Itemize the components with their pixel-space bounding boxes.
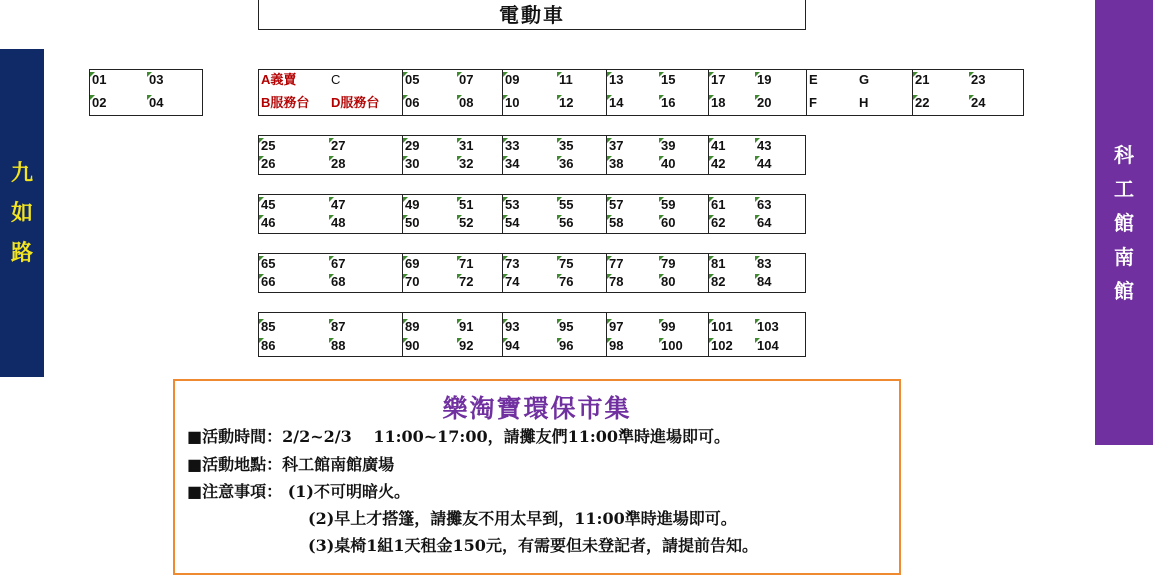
booth-cell: 94: [503, 338, 557, 354]
booth-cell: 37: [607, 138, 659, 154]
booth-cell: 53: [503, 197, 557, 213]
booth-cell: 17: [709, 72, 755, 88]
booth-cell: 20: [755, 95, 807, 111]
info-time: ■活動時間：2/2~2/3 11:00~17:00，請攤友們11:00準時進場即可。: [187, 427, 731, 446]
booth-cell: 74: [503, 274, 557, 290]
booth-cell: 40: [659, 156, 709, 172]
building-char: 南: [1114, 244, 1134, 269]
booth-block-6: [258, 312, 806, 357]
booth-cell: 85: [259, 319, 329, 335]
booth-cell: 19: [755, 72, 807, 88]
electric-vehicle-area: 電動車: [258, 0, 806, 30]
jiuru-road-label: [0, 49, 44, 377]
booth-cell: 95: [557, 319, 607, 335]
booth-cell: 69: [403, 256, 457, 272]
booth-cell: 25: [259, 138, 329, 154]
booth-cell: F: [809, 95, 817, 110]
booth-cell: 27: [329, 138, 403, 154]
booth-cell: 15: [659, 72, 709, 88]
booth-block-2: [258, 69, 1024, 116]
road-char: 如: [10, 200, 33, 226]
booth-block-5: [258, 253, 806, 293]
booth-cell: 82: [709, 274, 755, 290]
booth-cell: 23: [969, 72, 1025, 88]
booth-cell: G: [859, 72, 870, 87]
booth-cell: 16: [659, 95, 709, 111]
booth-cell: 101: [709, 319, 755, 335]
booth-cell: 55: [557, 197, 607, 213]
booth-cell: 84: [755, 274, 807, 290]
booth-cell: 35: [557, 138, 607, 154]
booth-cell: 33: [503, 138, 557, 154]
booth-cell: 67: [329, 256, 403, 272]
market-title: 樂淘寶環保市集: [442, 394, 632, 423]
booth-cell: 60: [659, 215, 709, 231]
booth-cell: 09: [503, 72, 557, 88]
booth-cell: 18: [709, 95, 755, 111]
booth-cell: 75: [557, 256, 607, 272]
booth-cell: 81: [709, 256, 755, 272]
booth-cell: 34: [503, 156, 557, 172]
booth-cell: 78: [607, 274, 659, 290]
info-note-3: (3)桌椅1組1天租金150元，有需要但未登記者，請提前告知。: [308, 536, 758, 555]
booth-cell: 42: [709, 156, 755, 172]
booth-cell: 104: [755, 338, 807, 354]
booth-cell: 86: [259, 338, 329, 354]
booth-cell: 61: [709, 197, 755, 213]
booth-cell: 13: [607, 72, 659, 88]
booth-cell: 88: [329, 338, 403, 354]
info-location: ■活動地點：科工館南館廣場: [187, 455, 395, 474]
building-char: 科: [1114, 142, 1134, 167]
booth-cell: 93: [503, 319, 557, 335]
booth-cell: 46: [259, 215, 329, 231]
booth-cell: 89: [403, 319, 457, 335]
market-info-box: [173, 379, 901, 575]
booth-cell: 04: [147, 95, 203, 111]
booth-cell: 21: [913, 72, 969, 88]
booth-cell: 96: [557, 338, 607, 354]
booth-cell: 41: [709, 138, 755, 154]
south-building-label: [1095, 0, 1153, 445]
booth-cell: 07: [457, 72, 503, 88]
booth-cell: 77: [607, 256, 659, 272]
service-booth: B服務台: [261, 95, 310, 110]
booth-cell: H: [859, 95, 869, 110]
booth-cell: 57: [607, 197, 659, 213]
booth-cell: 98: [607, 338, 659, 354]
booth-cell: 11: [557, 72, 607, 88]
booth-cell: 66: [259, 274, 329, 290]
booth-block-4: [258, 194, 806, 234]
booth-cell: 14: [607, 95, 659, 111]
booth-cell: 63: [755, 197, 807, 213]
booth-cell: 24: [969, 95, 1025, 111]
road-char: 路: [10, 240, 33, 266]
booth-cell: 51: [457, 197, 503, 213]
booth-cell: 48: [329, 215, 403, 231]
booth-cell: 83: [755, 256, 807, 272]
booth-cell: 29: [403, 138, 457, 154]
booth-cell: 65: [259, 256, 329, 272]
booth-cell: E: [809, 72, 818, 87]
booth-cell: 50: [403, 215, 457, 231]
booth-cell: 31: [457, 138, 503, 154]
building-char: 館: [1114, 210, 1134, 235]
booth-cell: 80: [659, 274, 709, 290]
booth-cell: 26: [259, 156, 329, 172]
booth-cell: 10: [503, 95, 557, 111]
booth-cell: 62: [709, 215, 755, 231]
booth-cell: 102: [709, 338, 755, 354]
booth-cell: 39: [659, 138, 709, 154]
info-note-2: (2)早上才搭篷，請攤友不用太早到，11:00準時進場即可。: [308, 509, 737, 528]
booth-cell: C: [331, 72, 341, 87]
booth-cell: 05: [403, 72, 457, 88]
booth-cell: 64: [755, 215, 807, 231]
booth-cell: 100: [659, 338, 709, 354]
booth-cell: 43: [755, 138, 807, 154]
booth-cell: 97: [607, 319, 659, 335]
booth-cell: 49: [403, 197, 457, 213]
booth-cell: 70: [403, 274, 457, 290]
booth-cell: 02: [90, 95, 147, 111]
booth-cell: 44: [755, 156, 807, 172]
booth-cell: 59: [659, 197, 709, 213]
service-booth: A義賣: [261, 72, 297, 87]
booth-cell: 12: [557, 95, 607, 111]
booth-cell: 90: [403, 338, 457, 354]
booth-cell: 56: [557, 215, 607, 231]
booth-cell: 87: [329, 319, 403, 335]
booth-cell: 99: [659, 319, 709, 335]
booth-cell: 38: [607, 156, 659, 172]
booth-cell: 28: [329, 156, 403, 172]
service-booth: D服務台: [331, 95, 380, 110]
booth-cell: 91: [457, 319, 503, 335]
booth-cell: 08: [457, 95, 503, 111]
building-char: 工: [1114, 176, 1134, 201]
booth-cell: 52: [457, 215, 503, 231]
booth-cell: 76: [557, 274, 607, 290]
info-notes: ■注意事項： (1)不可明暗火。: [187, 482, 410, 501]
booth-cell: 72: [457, 274, 503, 290]
booth-cell: 73: [503, 256, 557, 272]
booth-cell: 01: [90, 72, 147, 88]
booth-cell: 71: [457, 256, 503, 272]
booth-cell: 22: [913, 95, 969, 111]
booth-cell: 79: [659, 256, 709, 272]
booth-cell: 45: [259, 197, 329, 213]
booth-cell: 68: [329, 274, 403, 290]
building-char: 館: [1114, 278, 1134, 303]
booth-cell: 06: [403, 95, 457, 111]
booth-block-1: [89, 69, 203, 116]
booth-cell: 32: [457, 156, 503, 172]
booth-cell: 92: [457, 338, 503, 354]
booth-cell: 103: [755, 319, 807, 335]
booth-cell: 03: [147, 72, 203, 88]
road-char: 九: [10, 160, 33, 186]
booth-cell: 58: [607, 215, 659, 231]
booth-cell: 47: [329, 197, 403, 213]
booth-cell: 30: [403, 156, 457, 172]
booth-cell: 36: [557, 156, 607, 172]
booth-block-3: [258, 135, 806, 175]
booth-cell: 54: [503, 215, 557, 231]
